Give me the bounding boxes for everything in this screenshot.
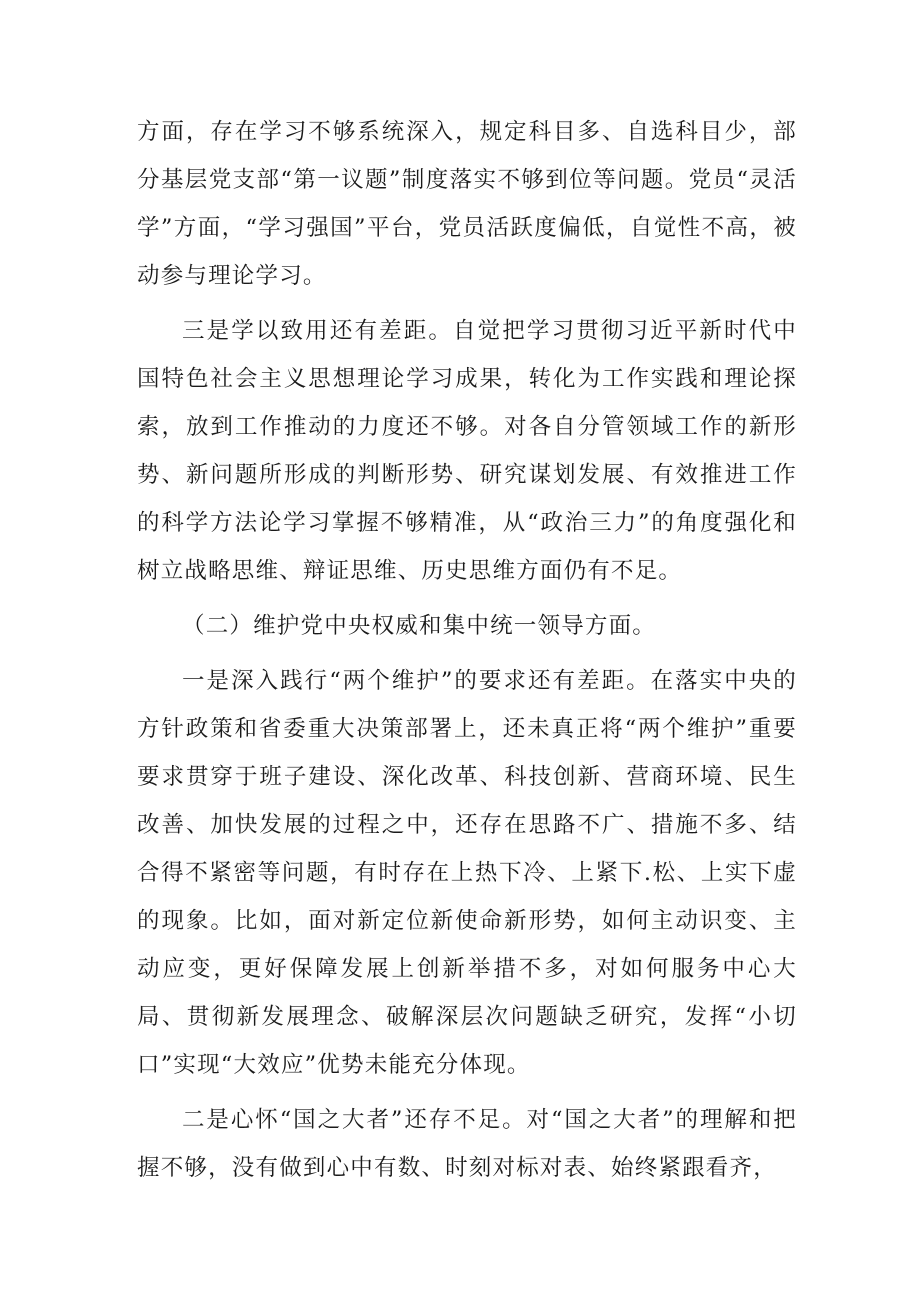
section-heading-two: （二）维护党中央权威和集中统一领导方面。 (182, 613, 657, 639)
paragraph-point-two: 二是心怀“国之大者”还存不足。对“国之大者”的理解和把握不够，没有做到心中有数、时刻对标对表、始终紧跟看齐， (137, 1107, 797, 1181)
paragraph-point-one: 一是深入践行“两个维护”的要求还有差距。在落实中央的方针政策和省委重大决策部署上，还未真正将“两个维护”重要要求贯穿于班子建设、深化改革、科技创新、营商环境、民生改善、加快发展的过程之中，还存在思路不广、措施不多、结合得不紧密等问题，有时存在上热下冷、上紧下.松、上实下虚的现象。比如，面对新定位新使命新形势，如何主动识变、主动应变，更好保障发展上创新举措不多，对如何服务中心大局、贯彻新发展理念、破解深层次问题缺乏研究，发挥“小切口”实现“大效应”优势未能充分体现。 (137, 668, 797, 1078)
paragraph-point-three: 三是学以致用还有差距。自觉把学习贯彻习近平新时代中国特色社会主义思想理论学习成果，转化为工作实践和理论探索，放到工作推动的力度还不够。对各自分管领域工作的新形势、新问题所形成的判断形势、研究谋划发展、有效推进工作的科学方法论学习掌握不够精准，从“政治三力”的角度强化和树立战略思维、辩证思维、历史思维方面仍有不足。 (137, 318, 797, 584)
paragraph-continuation: 方面，存在学习不够系统深入，规定科目多、自选科目少，部分基层党支部“第一议题”制度落实不够到位等问题。党员“灵活学”方面，“学习强国”平台，党员活跃度偏低，自觉性不高，被动参与理论学习。 (137, 119, 797, 289)
document-body (137, 108, 797, 1199)
